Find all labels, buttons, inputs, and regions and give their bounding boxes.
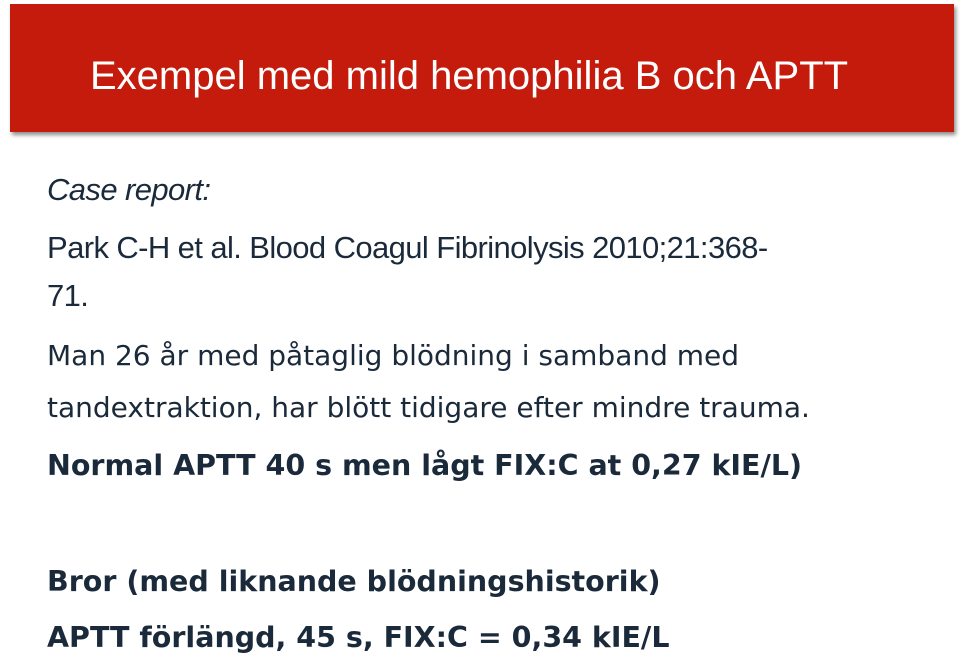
reference-line-2: 71. [47,278,89,313]
reference-line-1: Park C-H et al. Blood Coagul Fibrinolysis 2010;21:368- [47,230,768,265]
title-banner [10,4,954,132]
case-description-line-2: tandextraktion, har blött tidigare efter mindre trauma. [47,391,810,424]
case-report-label: Case report: [47,172,211,207]
case-description-line-1: Man 26 år med påtaglig blödning i samband med [47,339,740,372]
finding-text: Normal APTT 40 s men lågt FIX:C at 0,27 kIE/L) [47,449,803,482]
brother-label: Bror (med liknande blödningshistorik) [47,565,661,598]
slide-title: Exempel med mild hemophilia B och APTT [90,54,849,98]
brother-result: APTT förlängd, 45 s, FIX:C = 0,34 kIE/L [47,621,670,654]
